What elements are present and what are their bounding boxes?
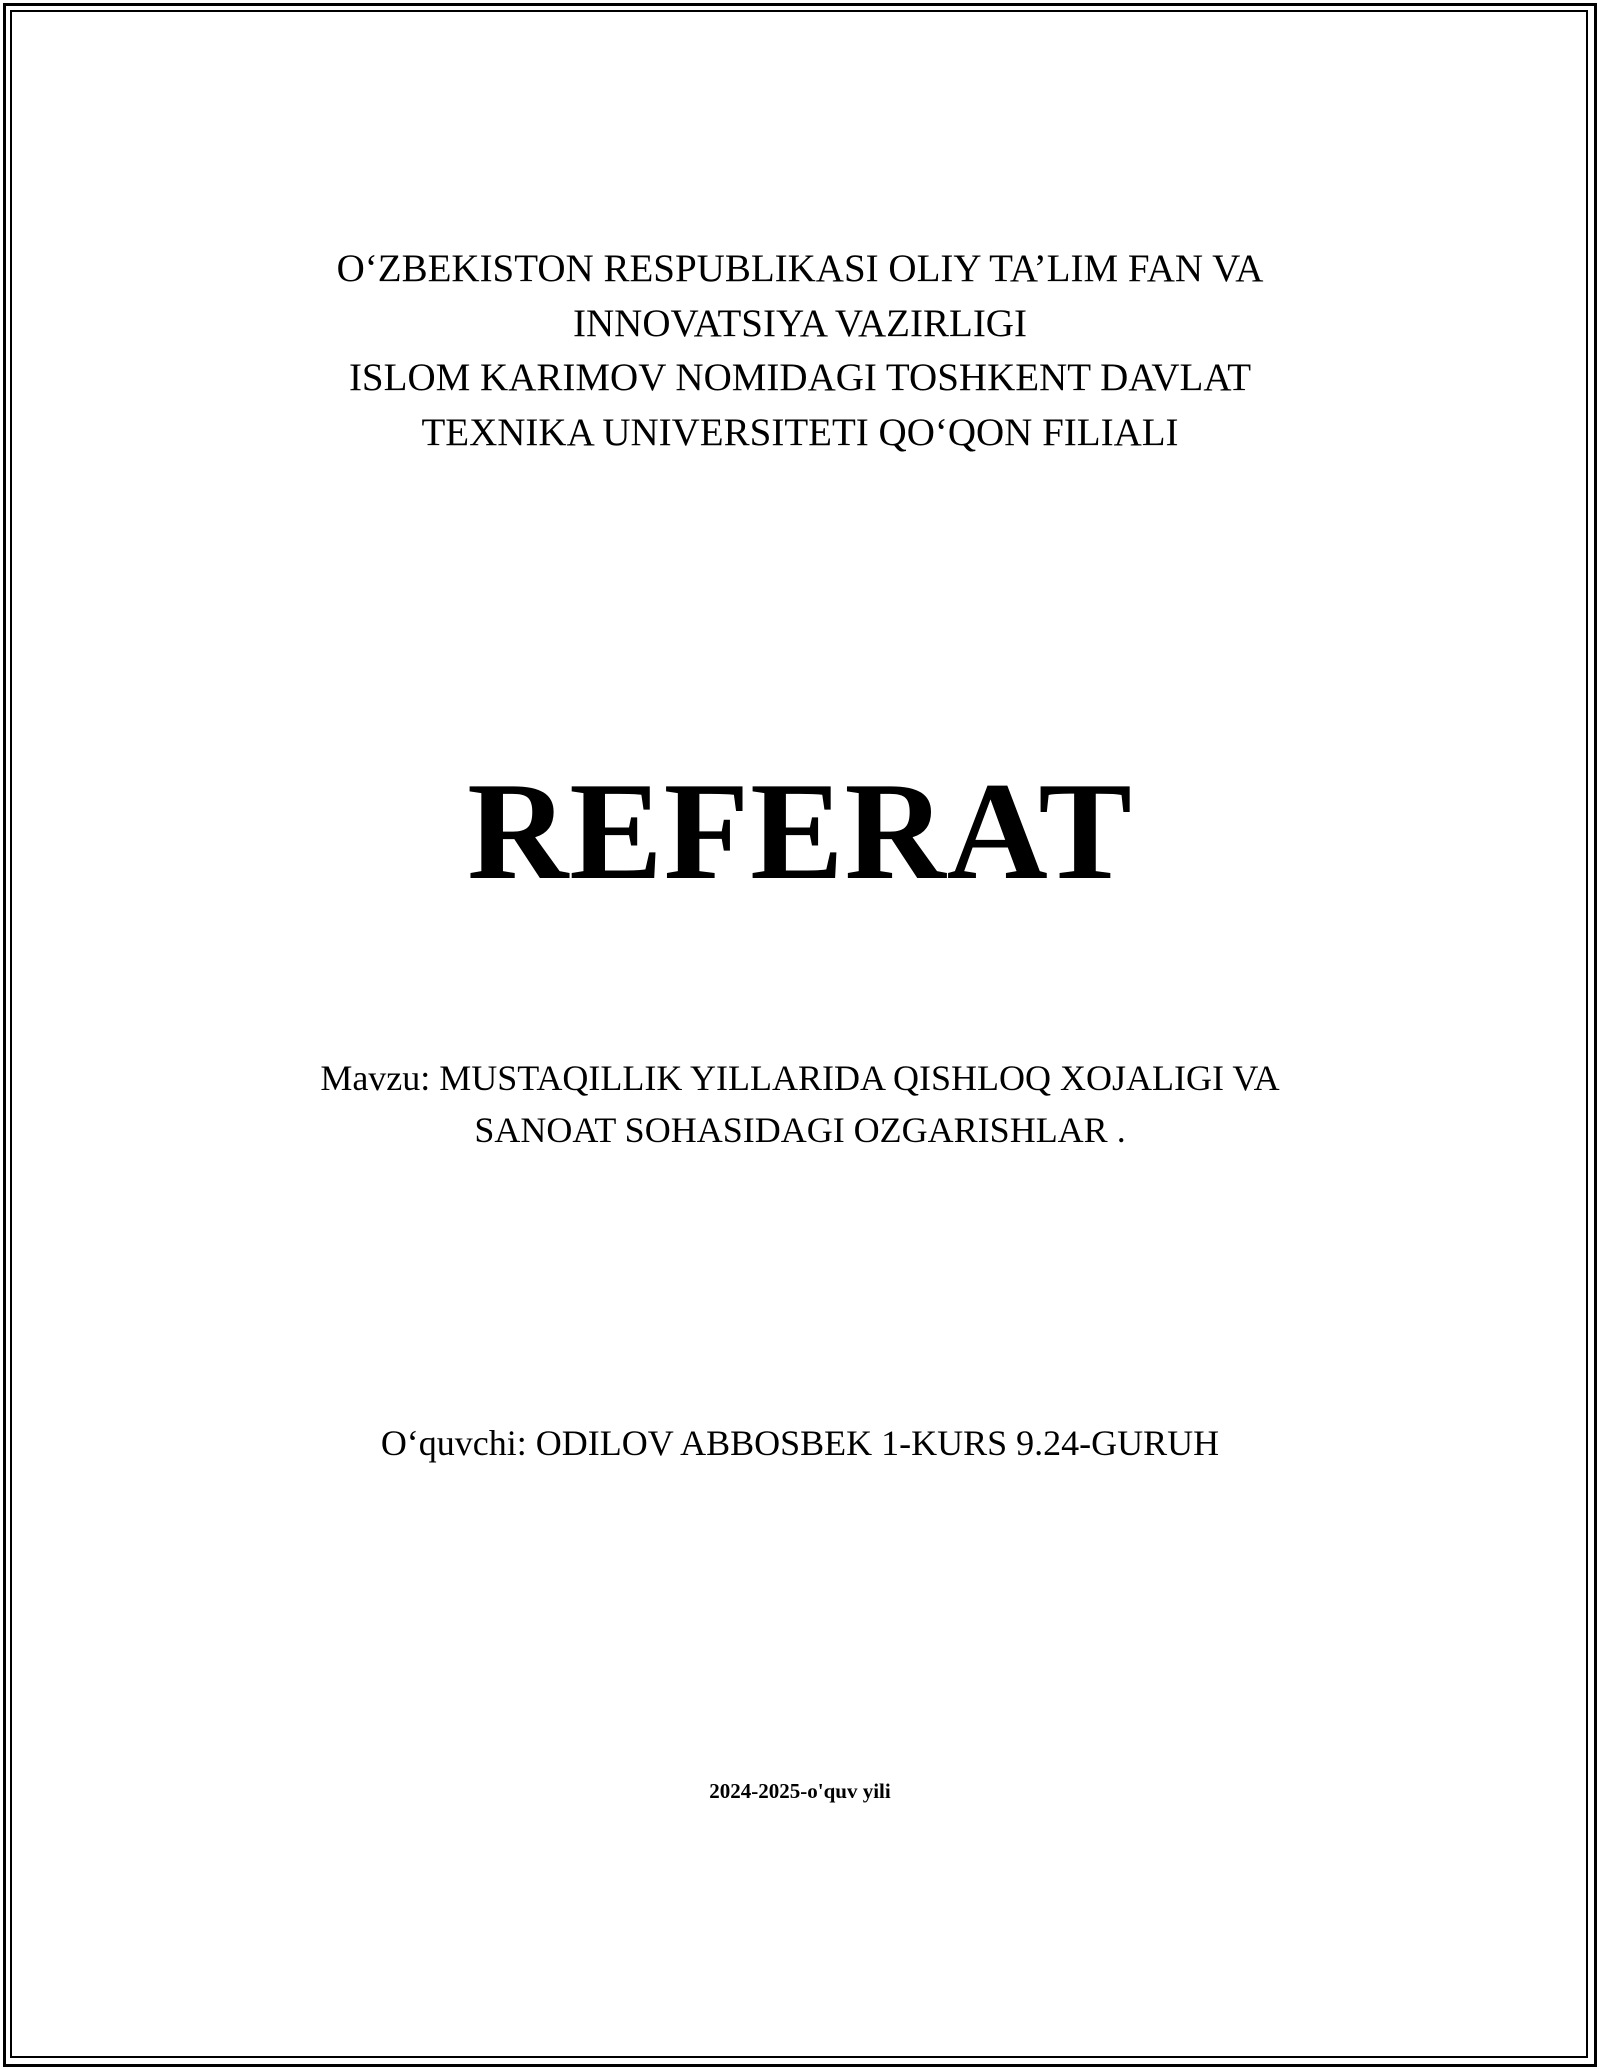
- topic-line-2: SANOAT SOHASIDAGI OZGARISHLAR .: [474, 1110, 1126, 1150]
- topic-line-1: Mavzu: MUSTAQILLIK YILLARIDA QISHLOQ XOJALIGI VA: [320, 1058, 1280, 1098]
- topic-block: [0, 1052, 1600, 1156]
- header-line-1: O‘ZBEKISTON RESPUBLIKASI OLIY TA’LIM FAN VA: [336, 247, 1264, 290]
- student-info: O‘quvchi: ODILOV ABBOSBEK 1-KURS 9.24-GURUH: [380, 1423, 1220, 1463]
- header-line-2: INNOVATSIYA VAZIRLIGI: [573, 301, 1027, 345]
- institution-header: [0, 242, 1600, 460]
- document-title: REFERAT: [467, 754, 1133, 909]
- header-line-3: ISLOM KARIMOV NOMIDAGI TOSHKENT DAVLAT: [348, 356, 1252, 399]
- academic-year: 2024-2025-o'quv yili: [709, 1779, 891, 1803]
- header-line-4: TEXNIKA UNIVERSITETI QO‘QON FILIALI: [421, 410, 1179, 454]
